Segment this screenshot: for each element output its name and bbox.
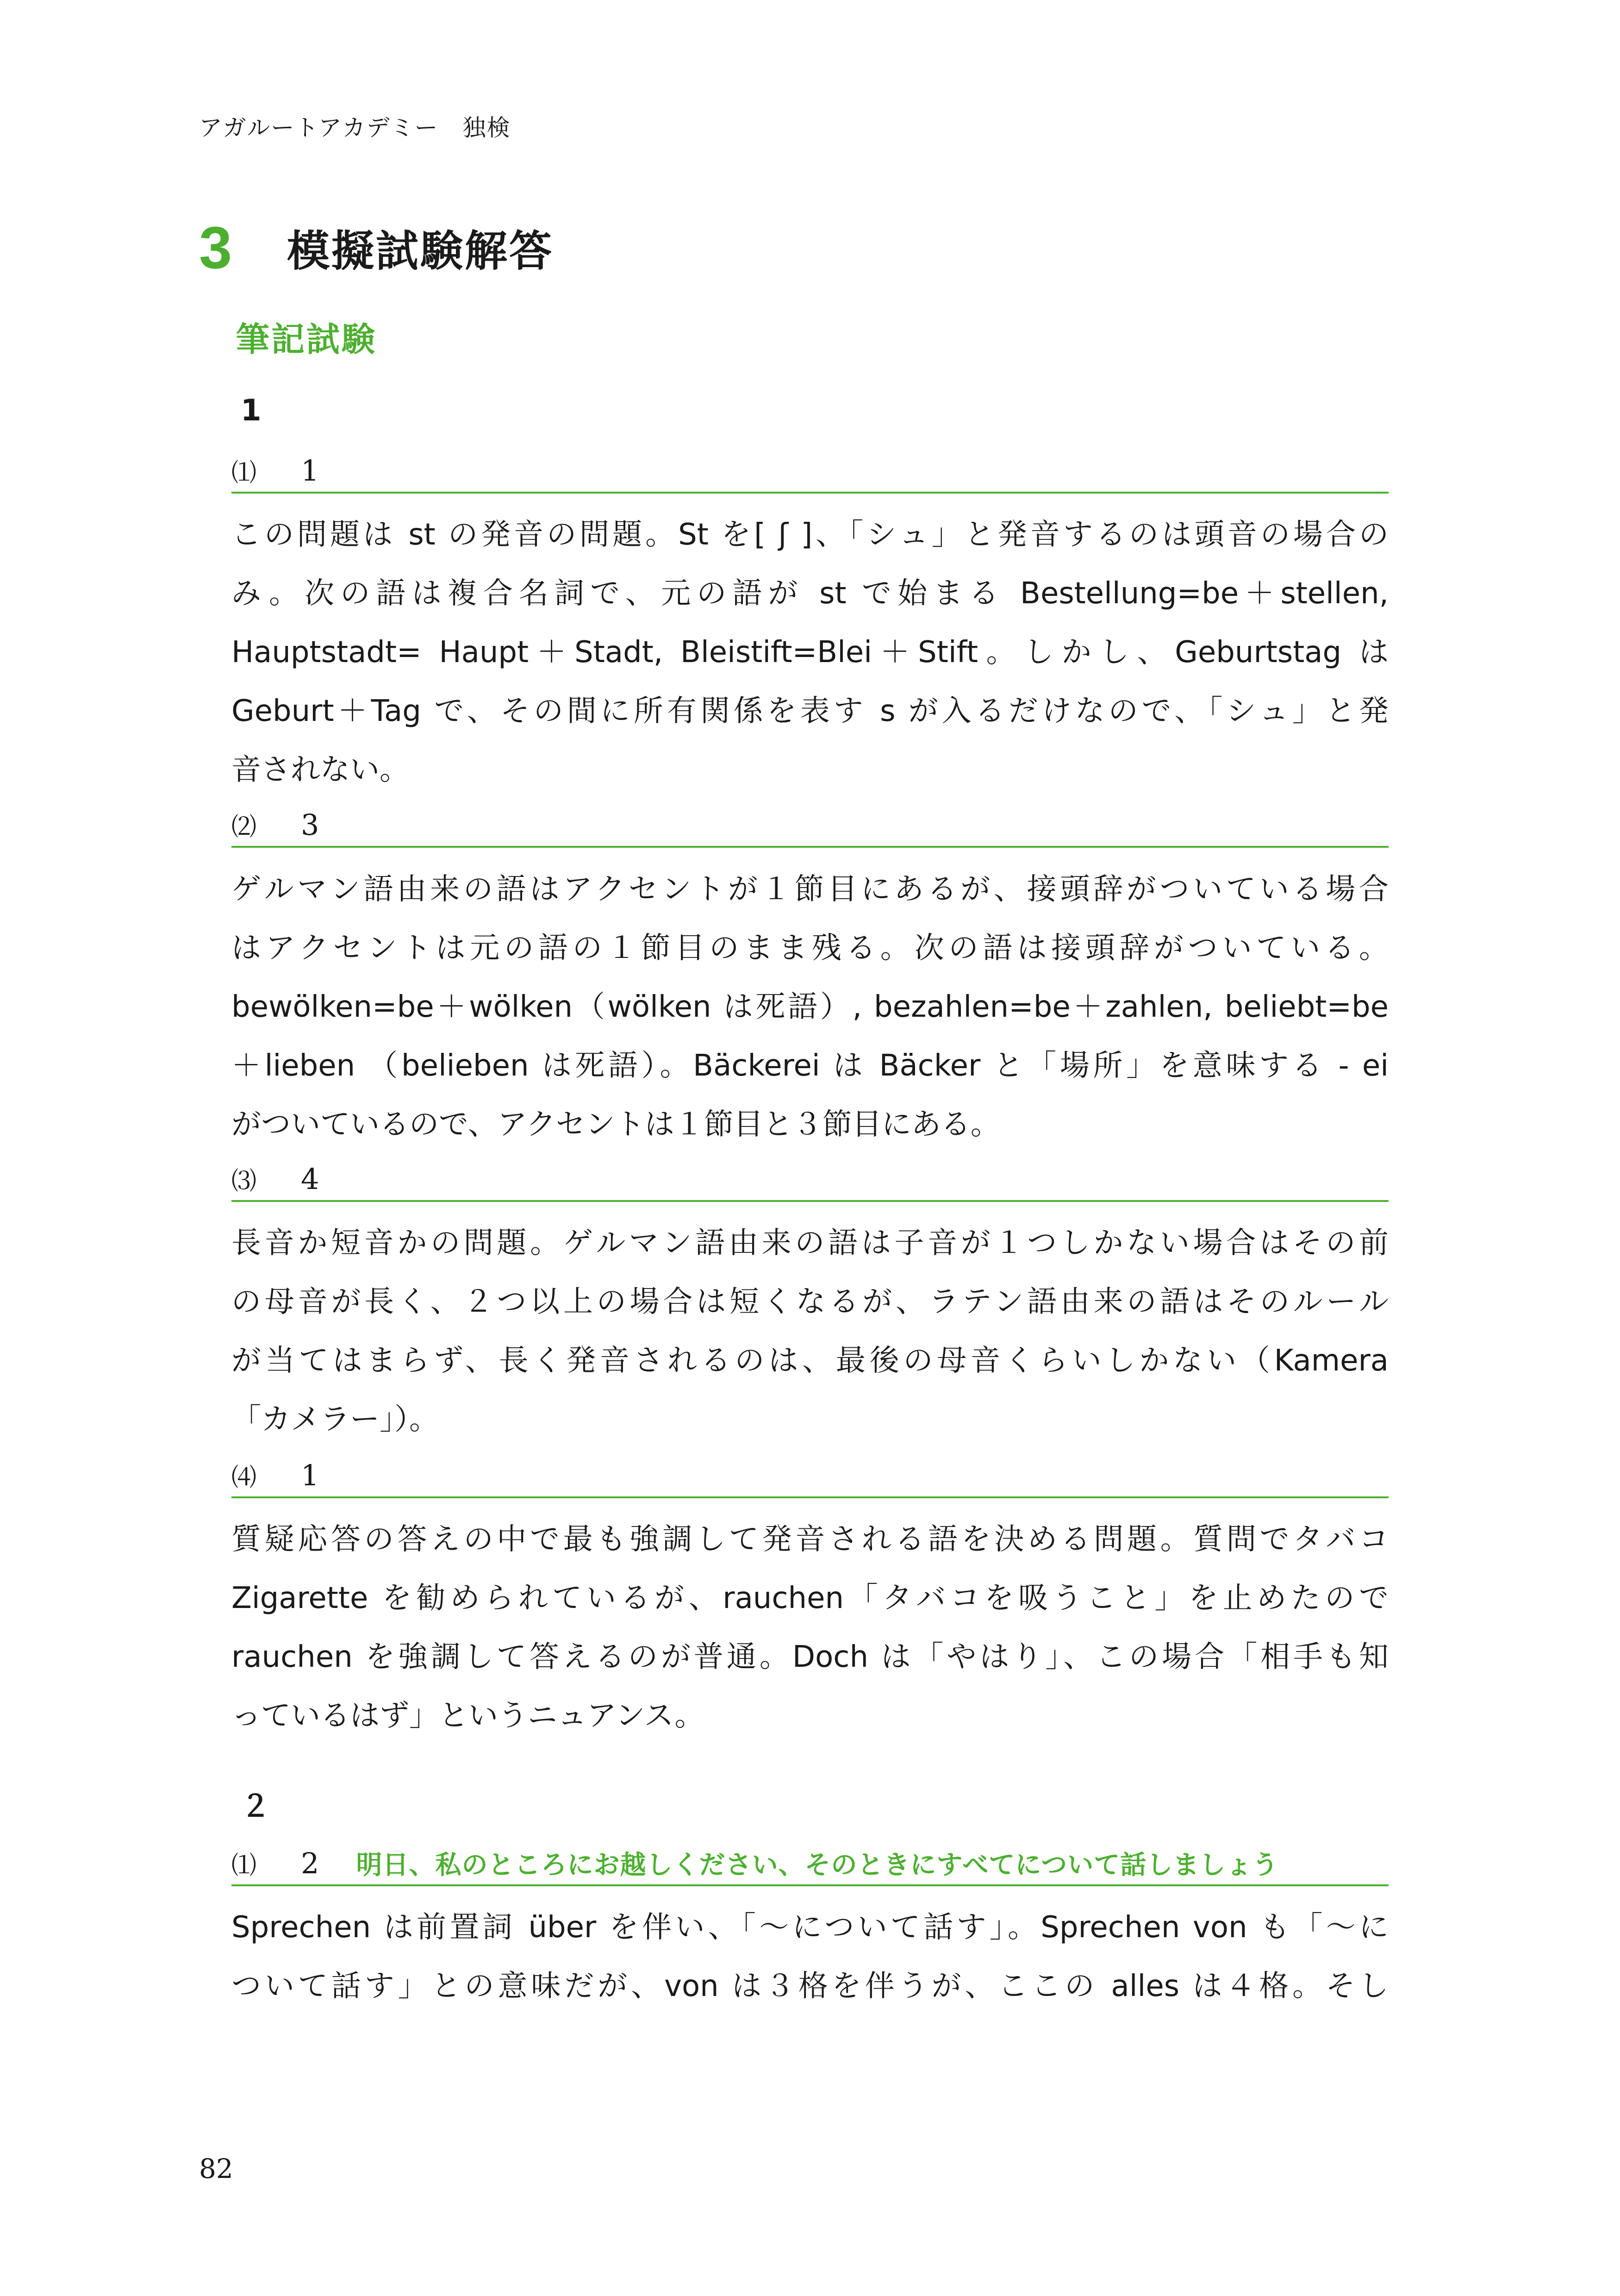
chapter-title: 模擬試験解答 — [287, 226, 554, 276]
question-answer: 3 — [301, 807, 319, 842]
explanation-line: ゲルマン語由来の語はアクセントが１節目にあるが、接頭辞がついている場合 — [231, 872, 1389, 907]
question-number: ⑴ — [231, 1850, 256, 1880]
explanation-line: っているはず」というニュアンス。 — [231, 1699, 704, 1733]
question-header — [231, 1157, 1389, 1202]
question-header — [231, 1842, 1389, 1886]
question-number: ⑷ — [231, 1462, 256, 1492]
question-header — [231, 449, 1389, 494]
explanation-line: この問題は st の発音の問題。St を[ ʃ ]、「シュ」と発音するのは頭音の場合の — [231, 518, 1389, 552]
explanation-line: bewölken=be＋wölken（wölken は死語）, bezahlen=be＋zahlen, beliebt=be — [231, 990, 1389, 1024]
group-number: 1 — [241, 394, 262, 428]
explanation-line: Zigarette を勧められているが、rauchen「タバコを吸うこと」を止めたので — [231, 1581, 1389, 1615]
section-title: 筆記試験 — [236, 320, 377, 359]
question-answer: 2 — [301, 1846, 319, 1880]
question-answer: 1 — [301, 1458, 319, 1492]
explanation-line: 質疑応答の答えの中で最も強調して発音される語を決める問題。質問でタバコ — [231, 1522, 1389, 1557]
explanation — [231, 1510, 1389, 1745]
question-answer: 4 — [301, 1162, 319, 1196]
explanation-line: ＋lieben （belieben は死語）。Bäckerei は Bäcker と「場所」を意味する - ei — [231, 1049, 1389, 1083]
explanation-line: はアクセントは元の語の１節目のまま残る。次の語は接頭辞がついている。 — [231, 931, 1389, 965]
question-translation: 明日、私のところにお越しください、そのときにすべてについて話しましょう — [356, 1850, 1279, 1880]
explanation-line: がついているので、アクセントは１節目と３節目にある。 — [231, 1107, 1000, 1142]
running-header: アガルートアカデミー 独検 — [199, 114, 511, 141]
explanation — [231, 860, 1389, 1154]
question-header — [231, 1454, 1389, 1498]
explanation-line: み。次の語は複合名詞で、元の語が st で始まる Bestellung=be＋stellen, — [231, 576, 1389, 611]
explanation — [231, 1214, 1389, 1449]
explanation-line: 「カメラー」）。 — [231, 1402, 439, 1437]
explanation-line: rauchen を強調して答えるのが普通。Doch は「やはり」、この場合「相手も知 — [231, 1640, 1389, 1674]
question-answer: 1 — [301, 453, 319, 488]
explanation-line: Hauptstadt= Haupt＋Stadt, Bleistift=Blei＋Stift。しかし、Geburtstag は — [231, 635, 1389, 669]
question-number: ⑵ — [231, 812, 256, 841]
explanation-line: が当てはまらず、長く発音されるのは、最後の母音くらいしかない（Kamera — [231, 1344, 1389, 1378]
explanation-line: の母音が長く、２つ以上の場合は短くなるが、ラテン語由来の語はそのルール — [231, 1285, 1389, 1319]
chapter-number: 3 — [199, 214, 232, 281]
explanation-line: 長音か短音かの問題。ゲルマン語由来の語は子音が１つしかない場合はその前 — [231, 1226, 1389, 1260]
chapter-heading — [199, 211, 554, 285]
explanation-line: Geburt＋Tag で、その間に所有関係を表す s が入るだけなので、「シュ」と発 — [231, 694, 1389, 728]
explanation — [231, 506, 1389, 800]
question-number: ⑴ — [231, 457, 256, 487]
explanation-line: Sprechen は前置詞 über を伴い、「～について話す」。Sprechen von も「～に — [231, 1910, 1389, 1945]
explanation-line: ついて話す」との意味だが、von は３格を伴うが、ここの alles は４格。そし — [231, 1969, 1389, 2003]
explanation — [231, 1898, 1389, 2016]
question-number: ⑶ — [231, 1166, 256, 1195]
question-header — [231, 803, 1389, 848]
group-number: ２ — [241, 1789, 270, 1824]
page-number: 82 — [199, 2153, 233, 2184]
explanation-line: 音されない。 — [231, 753, 409, 787]
